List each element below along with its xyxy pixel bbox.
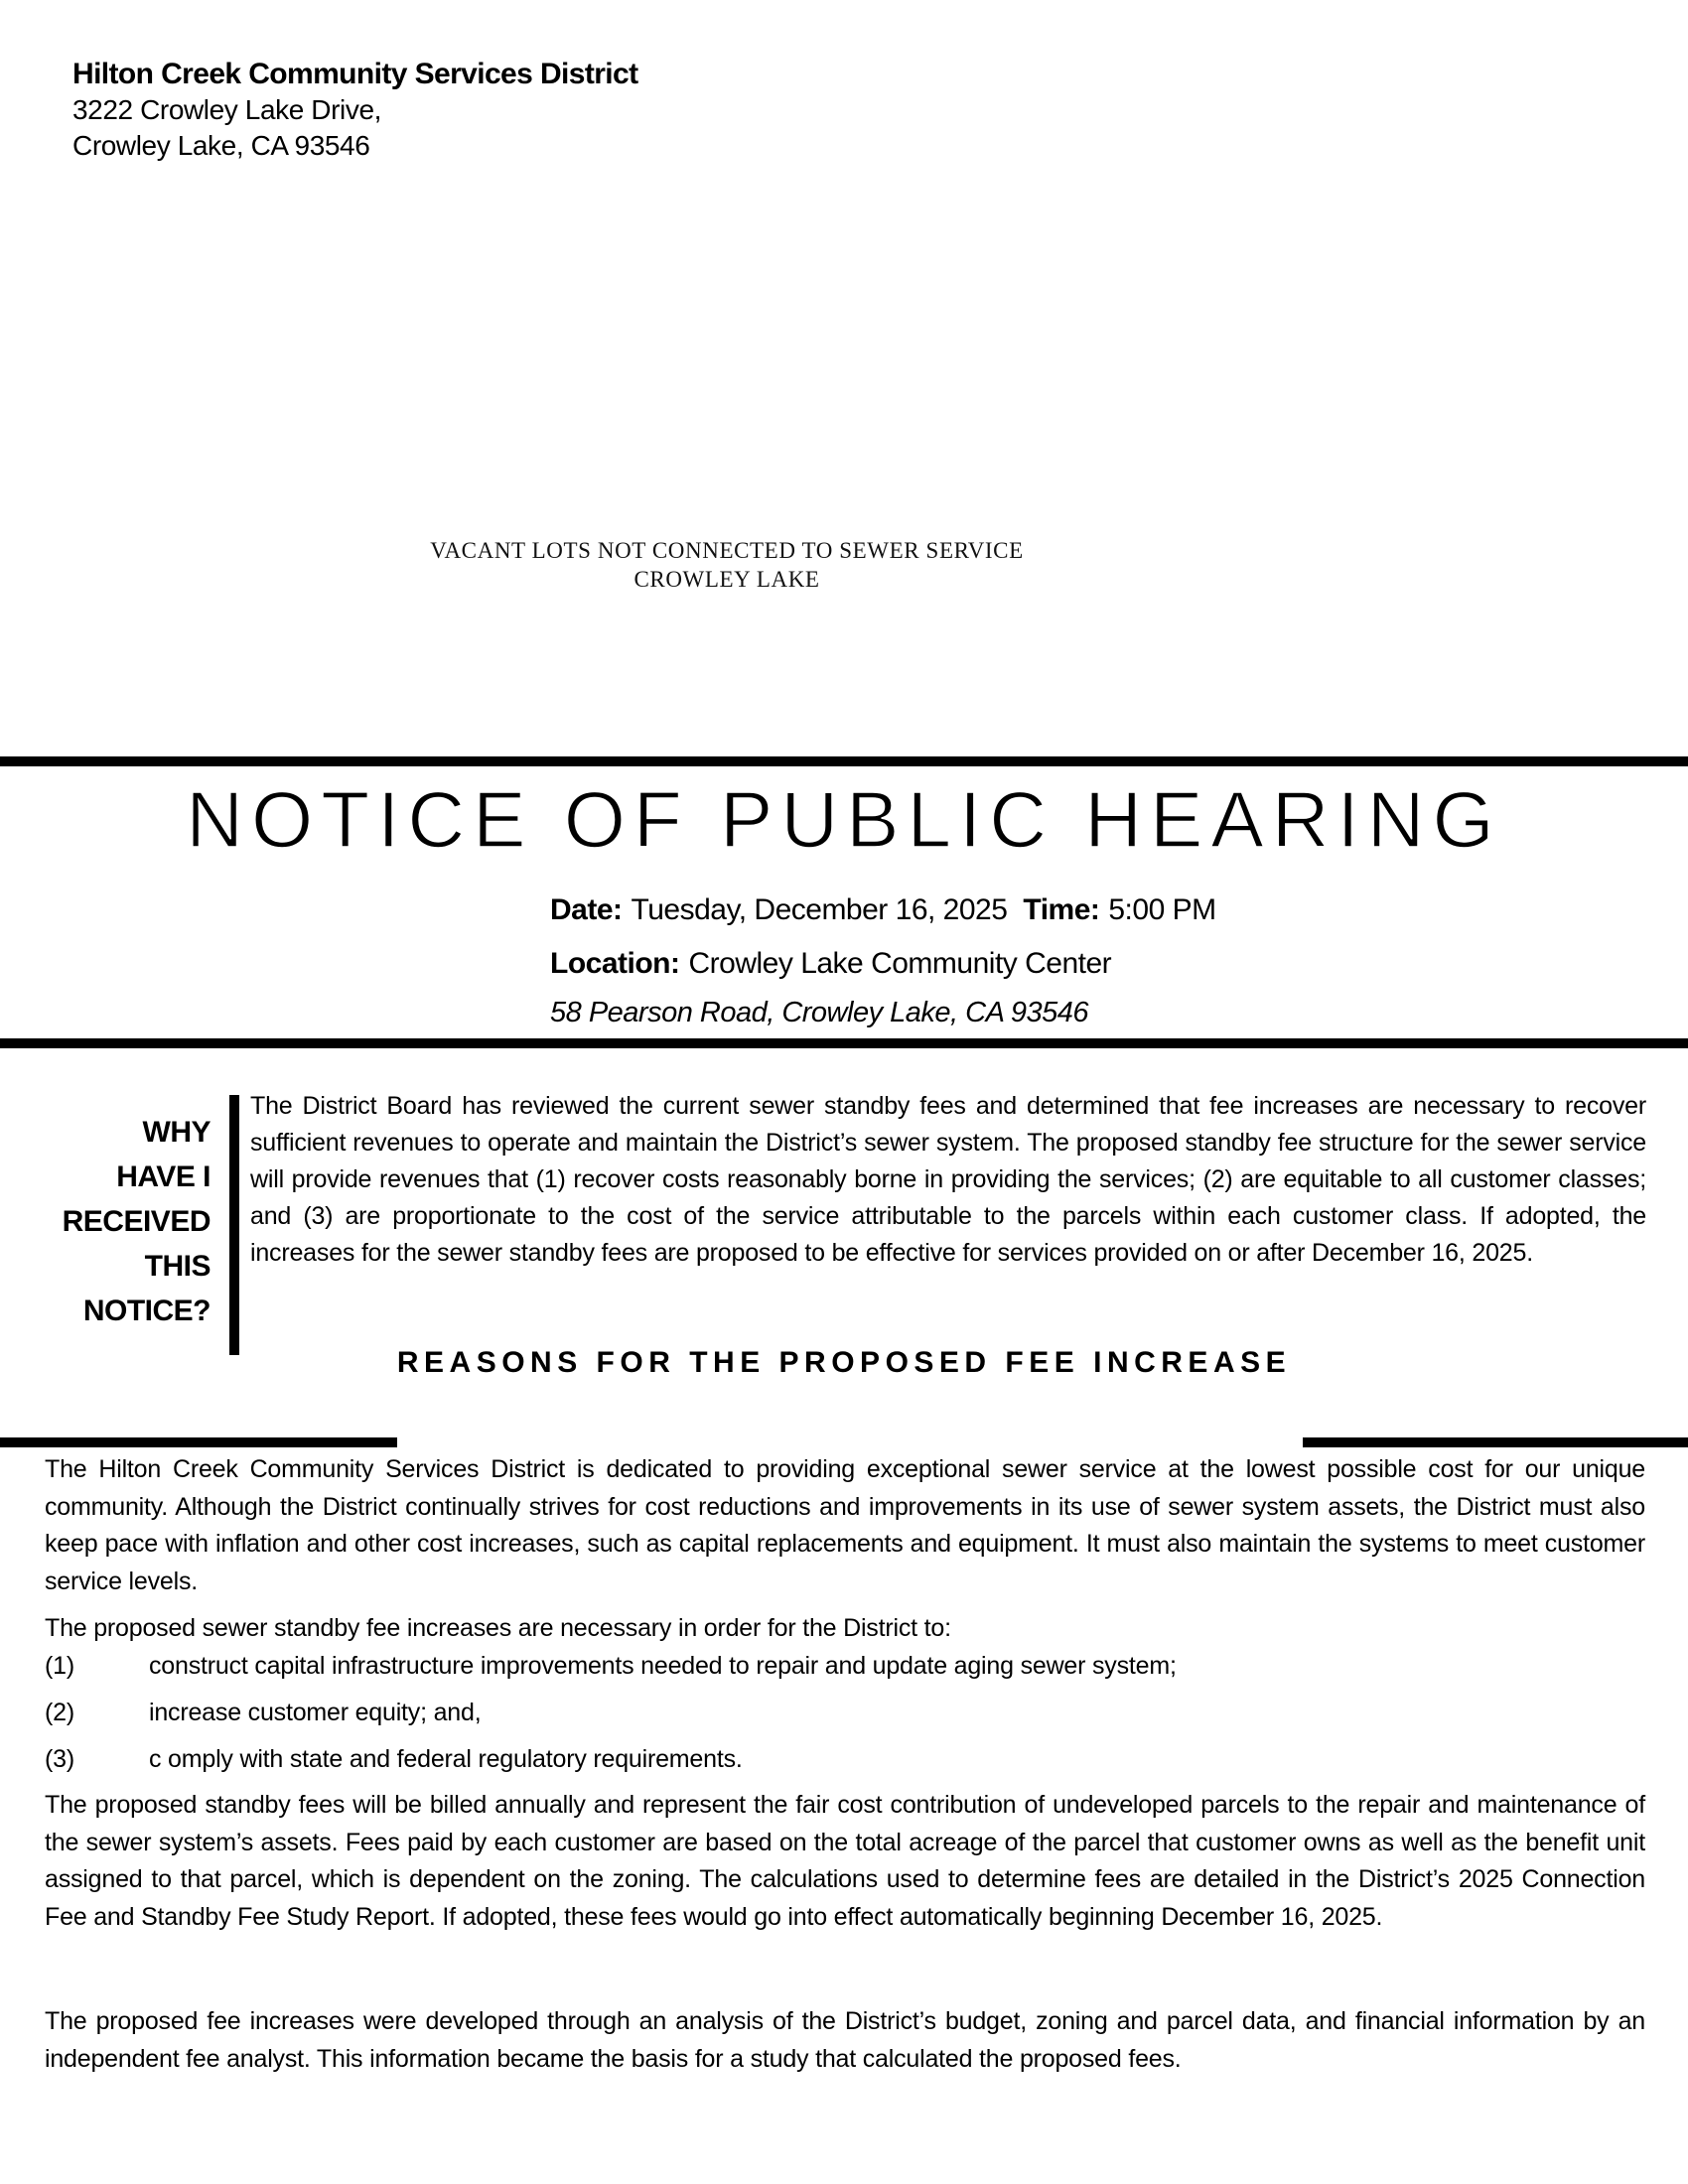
hearing-location-address: 58 Pearson Road, Crowley Lake, CA 93546 <box>550 997 1089 1028</box>
why-label-line: THIS <box>144 1250 211 1283</box>
vertical-divider-rule <box>229 1095 239 1355</box>
list-item-number: (3) <box>45 1745 74 1773</box>
mailing-subject-block <box>0 536 1454 594</box>
reasons-paragraph-1: The Hilton Creek Community Services District is dedicated to providing exceptional sewer service at the lowest possible cost for our unique community. Although the District continually strives for cost reductions and improvements in its use of sewer system assets, the District must also keep pace with inflation and other cost increases, such as capital replacements and equipment. It must also maintain the systems to meet customer service levels. <box>45 1455 1645 1595</box>
hearing-date-line <box>550 884 1216 937</box>
list-item-text: c omply with state and federal regulatory requirements. <box>149 1745 743 1773</box>
list-item <box>45 1695 1645 1731</box>
mailing-subject-line1: VACANT LOTS NOT CONNECTED TO SEWER SERVICE <box>430 538 1024 563</box>
why-label-line: NOTICE? <box>82 1295 211 1327</box>
list-item-text: increase customer equity; and, <box>149 1699 482 1726</box>
sender-address-line1: 3222 Crowley Lake Drive, <box>72 94 381 125</box>
why-label-line: WHY <box>142 1116 211 1149</box>
horizontal-rule-bottom <box>0 1038 1688 1048</box>
date-value: Tuesday, December 16, 2025 <box>631 893 1008 926</box>
why-notice-label <box>20 1110 211 1333</box>
sender-address-line2: Crowley Lake, CA 93546 <box>72 130 370 161</box>
location-value: Crowley Lake Community Center <box>688 947 1112 980</box>
reasons-paragraph-2: The proposed standby fees will be billed annually and represent the fair cost contribution of undeveloped parcels to the repair and maintenance of the sewer system’s assets. Fees paid by each customer are based on the total acreage of the parcel that customer owns as well as the benefit unit assigned to that parcel, which is dependent on the zoning. The calculations used to determine fees are detailed in the District’s 2025 Connection Fee and Standby Fee Study Report. If adopted, these fees would go into effect automatically beginning December 16, 2025. <box>45 1791 1645 1931</box>
why-notice-paragraph: The District Board has reviewed the current sewer standby fees and determined that fee increases are necessary to recover sufficient revenues to operate and maintain the District’s sewer system. The proposed standby fee structure for the sewer service will provide revenues that (1) recover costs reasonably borne in providing the services; (2) are equitable to all customer classes; and (3) are proportionate to the cost of the service attributable to the parcels within each customer class. If adopted, the increases for the sewer standby fees are proposed to be effective for services provided on or after December 16, 2025. <box>250 1092 1646 1267</box>
hearing-details-block <box>550 884 1216 1034</box>
hearing-location-line <box>550 937 1216 991</box>
date-label: Date: <box>550 893 623 926</box>
why-label-line: RECEIVED <box>62 1205 211 1238</box>
reasons-heading: REASONS FOR THE PROPOSED FEE INCREASE <box>396 1346 1292 1379</box>
location-label: Location: <box>550 947 680 980</box>
reasons-list-intro: The proposed sewer standby fee increases are necessary in order for the District to: <box>45 1614 951 1642</box>
reasons-list <box>45 1648 1645 1788</box>
list-item-number: (1) <box>45 1652 74 1680</box>
split-rule-right <box>1303 1437 1688 1447</box>
split-rule-left <box>0 1437 397 1447</box>
list-item-text: construct capital infrastructure improvements needed to repair and update aging sewer system; <box>149 1652 1177 1680</box>
why-label-line: HAVE I <box>116 1160 211 1193</box>
time-label: Time: <box>1023 893 1100 926</box>
sender-name: Hilton Creek Community Services District <box>72 58 638 90</box>
list-item <box>45 1741 1645 1778</box>
horizontal-rule-top <box>0 756 1688 766</box>
reasons-paragraph-3: The proposed fee increases were developed through an analysis of the District’s budget, zoning and parcel data, and financial information by an independent fee analyst. This information became the basis for a study that calculated the proposed fees. <box>45 2007 1645 2073</box>
mailing-subject-line2: CROWLEY LAKE <box>633 567 820 592</box>
time-value: 5:00 PM <box>1108 893 1216 926</box>
notice-title: NOTICE OF PUBLIC HEARING <box>186 775 1502 864</box>
list-item-number: (2) <box>45 1699 74 1726</box>
sender-address-block <box>72 57 638 164</box>
list-item <box>45 1648 1645 1685</box>
